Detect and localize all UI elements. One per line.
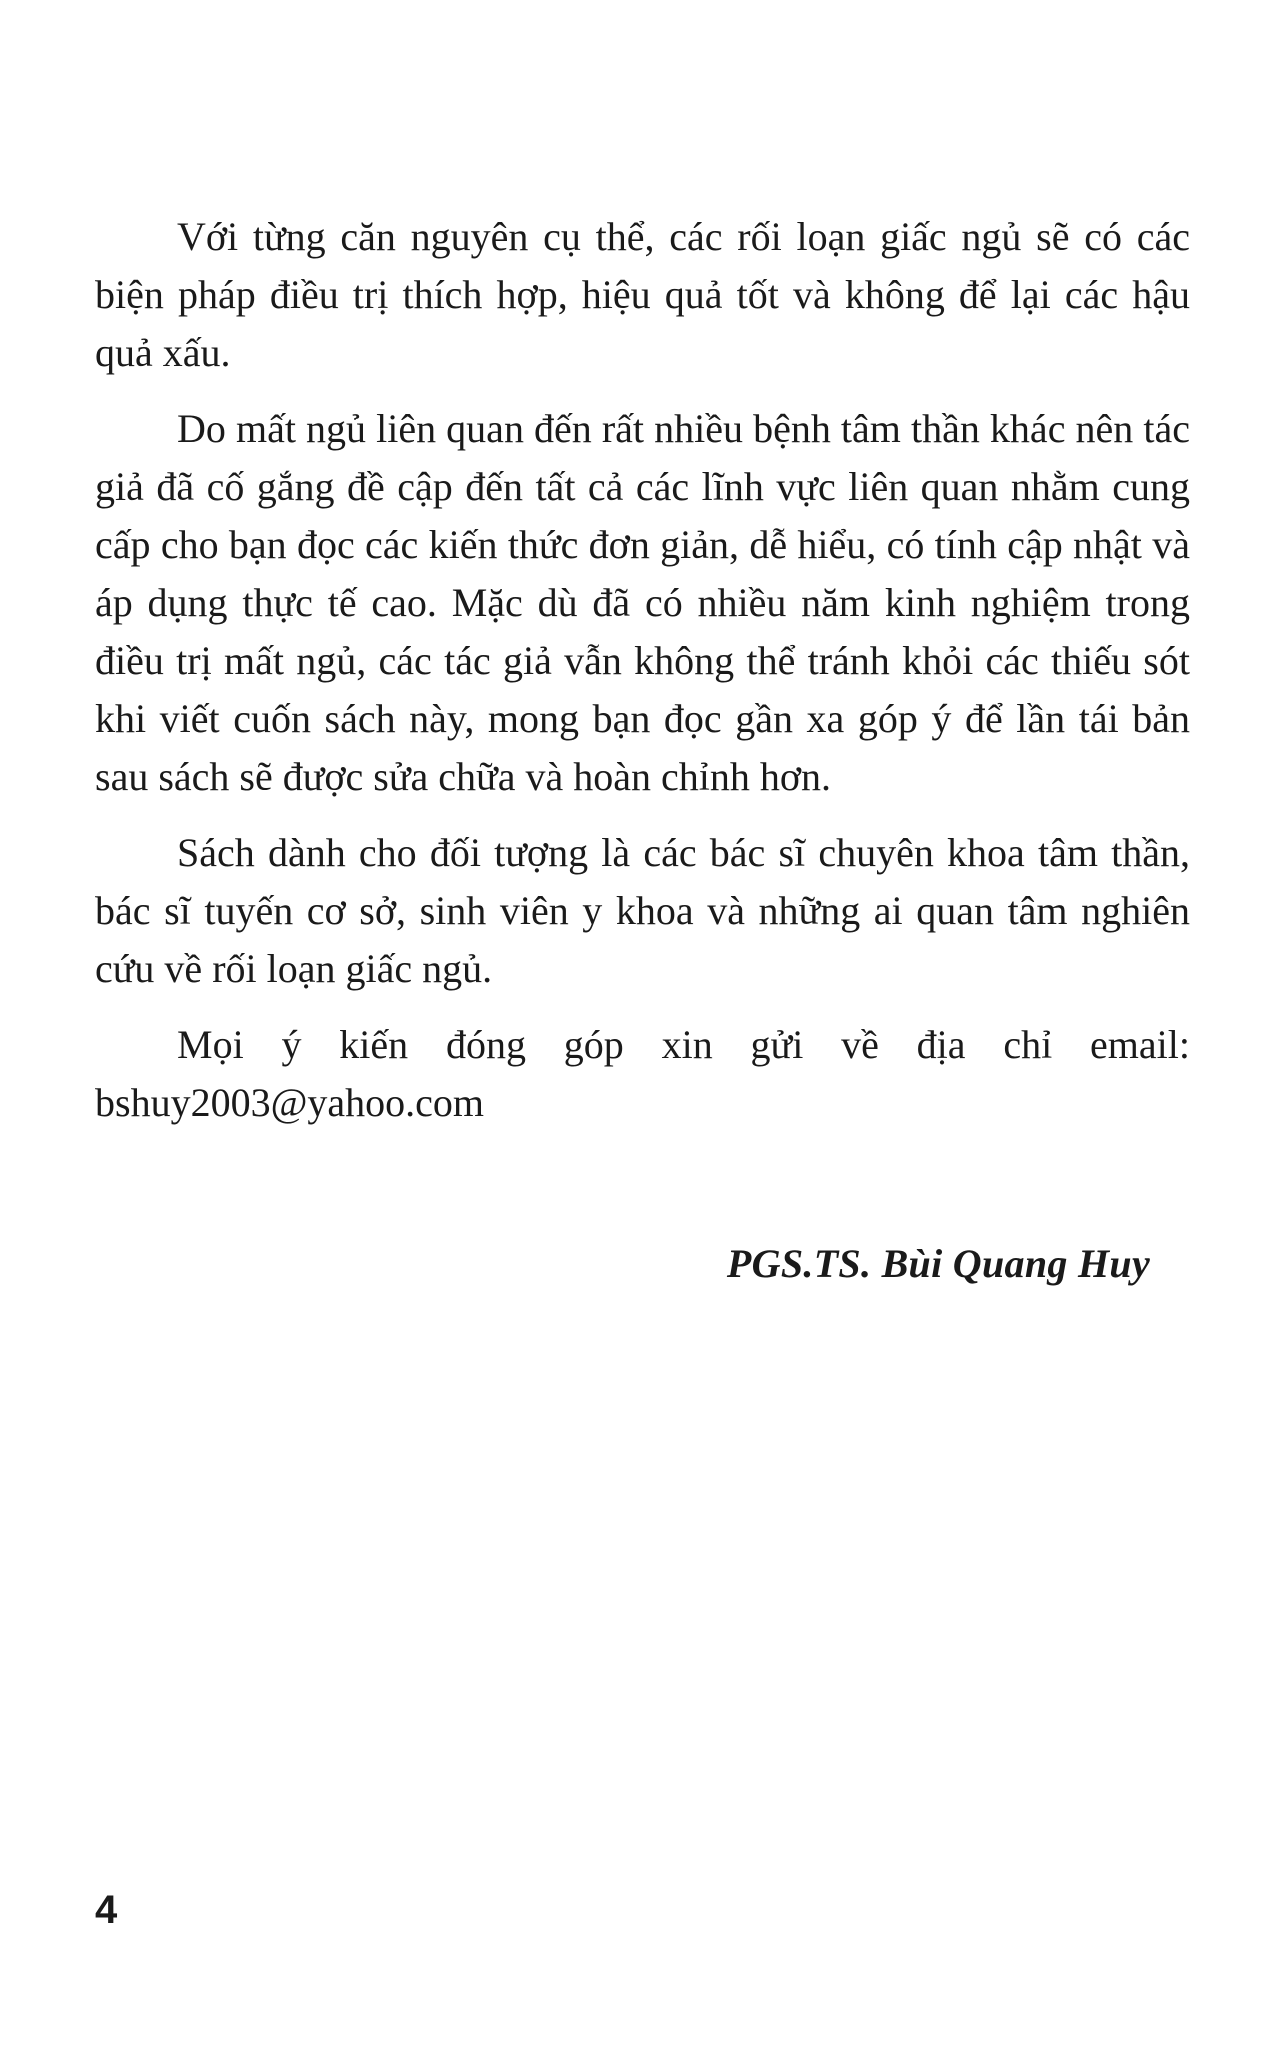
- paragraph-contact: [95, 1016, 1190, 1132]
- body-text: [95, 208, 1190, 1132]
- paragraph-author-effort: Do mất ngủ liên quan đến rất nhiều bệnh tâm thần khác nên tác giả đã cố gắng đề cập đến tất cả các lĩnh vực liên quan nhằm cung cấp cho bạn đọc các kiến thức đơn giản, dễ hiểu, có tính cập nhật và áp dụng thực tế cao. Mặc dù đã có nhiều năm kinh nghiệm trong điều trị mất ngủ, các tác giả vẫn không thể tránh khỏi các thiếu sót khi viết cuốn sách này, mong bạn đọc gần xa góp ý để lần tái bản sau sách sẽ được sửa chữa và hoàn chỉnh hơn.: [95, 406, 1190, 799]
- contact-text: Mọi ý kiến đóng góp xin gửi về địa chỉ email:: [177, 1022, 1190, 1067]
- paragraph-audience: Sách dành cho đối tượng là các bác sĩ chuyên khoa tâm thần, bác sĩ tuyến cơ sở, sinh viên y khoa và những ai quan tâm nghiên cứu về rối loạn giấc ngủ.: [95, 830, 1190, 991]
- email-address: bshuy2003@yahoo.com: [95, 1080, 485, 1125]
- page-number: 4: [95, 1888, 118, 1932]
- paragraph-causes-treatment: Với từng căn nguyên cụ thể, các rối loạn giấc ngủ sẽ có các biện pháp điều trị thích hợp, hiệu quả tốt và không để lại các hậu quả xấu.: [95, 214, 1190, 375]
- author-signature: PGS.TS. Bùi Quang Huy: [726, 1241, 1150, 1286]
